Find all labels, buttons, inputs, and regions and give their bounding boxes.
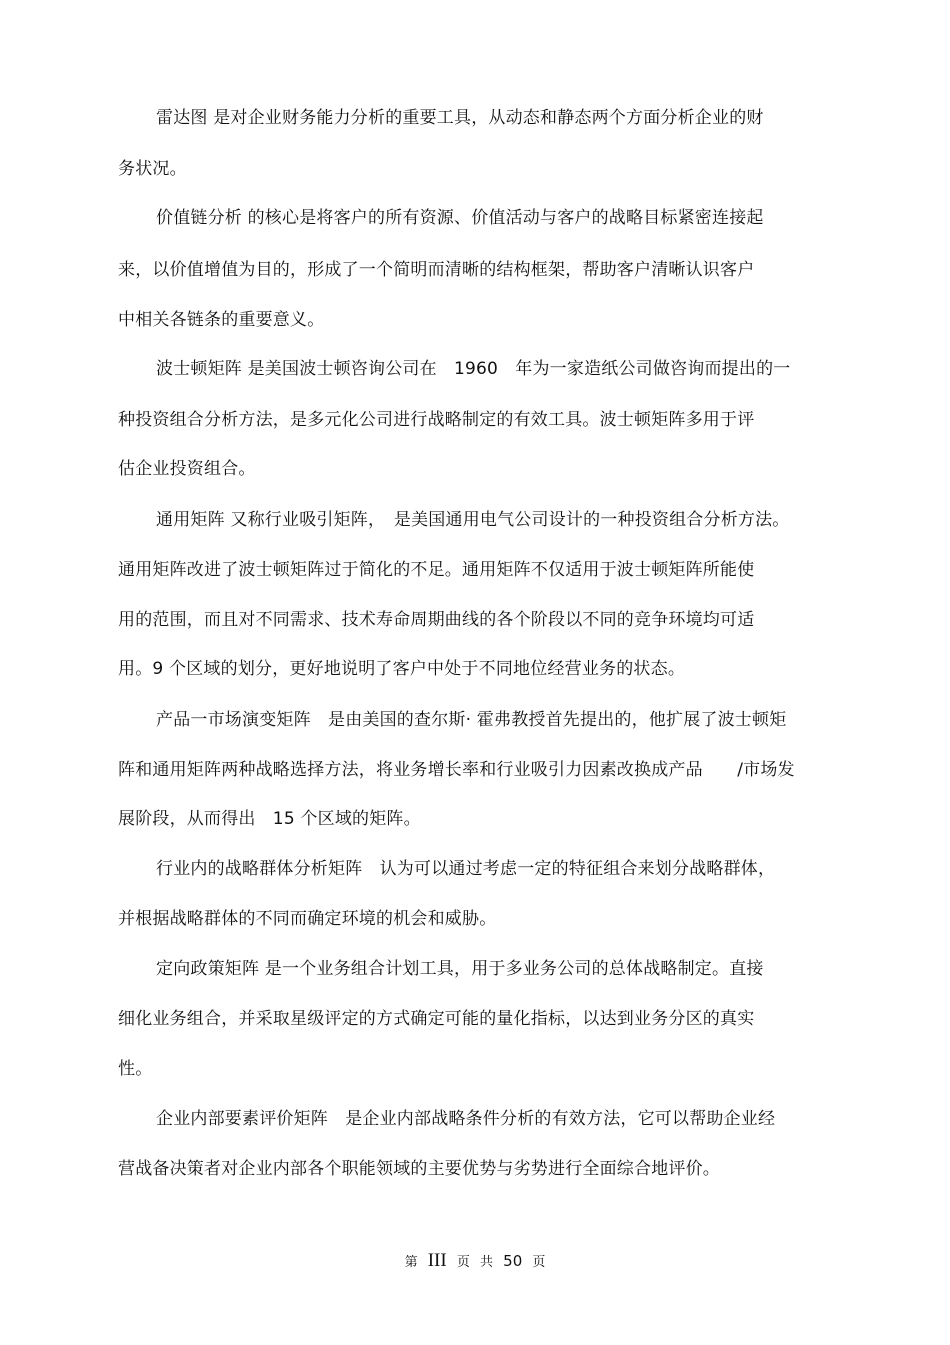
text-line: 种投资组合分析方法，是多元化公司进行战略制定的有效工具。波士顿矩阵多用于评 bbox=[118, 410, 755, 430]
text-line: 产品一市场演变矩阵 是由美国的查尔斯· 霍弗教授首先提出的，他扩展了波士顿矩 bbox=[156, 710, 787, 730]
text-line: 来，以价值增值为目的，形成了一个简明而清晰的结构框架，帮助客户清晰认识客户 bbox=[118, 260, 755, 280]
text-line: 价值链分析 的核心是将客户的所有资源、价值活动与客户的战略目标紧密连接起 bbox=[156, 208, 764, 228]
text-line: 行业内的战略群体分析矩阵 认为可以通过考虑一定的特征组合来划分战略群体， bbox=[156, 859, 776, 879]
text-line: 雷达图 是对企业财务能力分析的重要工具，从动态和静态两个方面分析企业的财 bbox=[156, 108, 764, 128]
footer-suffix: 页 bbox=[532, 1255, 546, 1270]
footer-mid1: 页 bbox=[456, 1255, 470, 1270]
text-line: 用的范围，而且对不同需求、技术寿命周期曲线的各个阶段以不同的竞争环境均可适 bbox=[118, 610, 755, 630]
text-line: 通用矩阵改进了波士顿矩阵过于简化的不足。通用矩阵不仅适用于波士顿矩阵所能使 bbox=[118, 560, 755, 580]
text-line: 企业内部要素评价矩阵 是企业内部战略条件分析的有效方法，它可以帮助企业经 bbox=[156, 1109, 776, 1129]
footer-total-pages: 50 bbox=[503, 1252, 523, 1270]
text-line: 估企业投资组合。 bbox=[118, 459, 256, 479]
footer-page-number: III bbox=[427, 1250, 447, 1271]
text-line: 用。9 个区域的划分，更好地说明了客户中处于不同地位经营业务的状态。 bbox=[118, 659, 686, 679]
text-line: 展阶段，从而得出 15 个区域的矩阵。 bbox=[118, 809, 421, 829]
text-line: 细化业务组合，并采取星级评定的方式确定可能的量化指标，以达到业务分区的真实 bbox=[118, 1009, 755, 1029]
text-line: 性。 bbox=[118, 1059, 153, 1079]
text-line: 并根据战略群体的不同而确定环境的机会和威胁。 bbox=[118, 909, 497, 929]
text-line: 阵和通用矩阵两种战略选择方法，将业务增长率和行业吸引力因素改换成产品 /市场发 bbox=[118, 760, 795, 780]
footer-prefix: 第 bbox=[404, 1255, 418, 1270]
text-line: 定向政策矩阵 是一个业务组合计划工具，用于多业务公司的总体战略制定。直接 bbox=[156, 959, 764, 979]
page-footer bbox=[0, 1252, 950, 1272]
text-line: 波士顿矩阵 是美国波士顿咨询公司在 1960 年为一家造纸公司做咨询而提出的一 bbox=[156, 359, 791, 379]
text-line: 营战备决策者对企业内部各个职能领域的主要优势与劣势进行全面综合地评价。 bbox=[118, 1159, 720, 1179]
footer-mid2: 共 bbox=[480, 1255, 494, 1270]
text-line: 中相关各链条的重要意义。 bbox=[118, 310, 325, 330]
text-line: 通用矩阵 又称行业吸引矩阵， 是美国通用电气公司设计的一种投资组合分析方法。 bbox=[156, 510, 790, 530]
text-line: 务状况。 bbox=[118, 159, 187, 179]
